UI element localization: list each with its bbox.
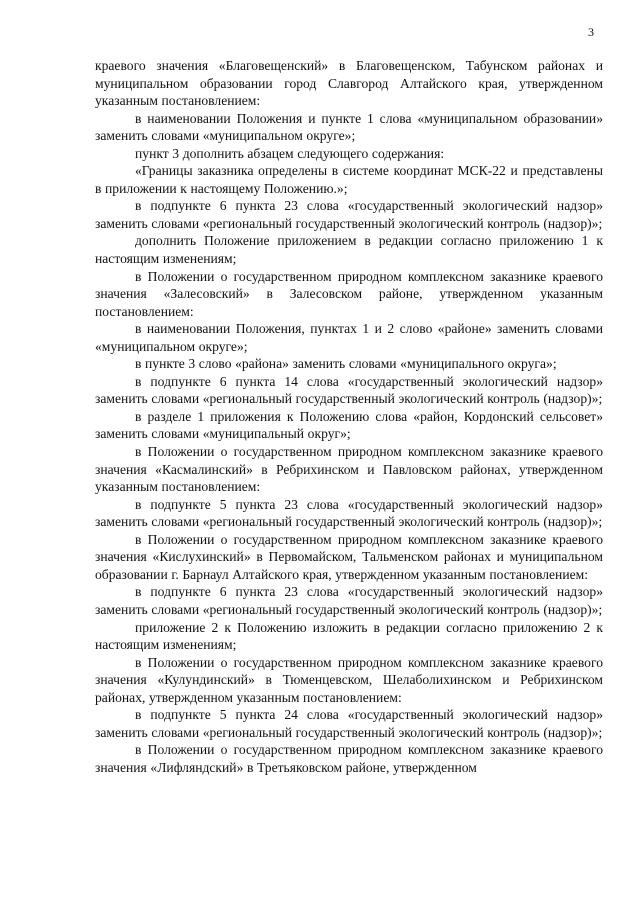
paragraph: дополнить Положение приложением в редакции согласно приложению 1 к настоящим изменениям;: [95, 233, 603, 267]
paragraph: в наименовании Положения и пункте 1 слова «муниципальном образовании» заменить словами «муниципальном округе»;: [95, 110, 603, 144]
paragraph: пункт 3 дополнить абзацем следующего содержания:: [135, 145, 445, 161]
paragraph: «Границы заказника определены в системе координат МСК-22 и представлены в приложении к настоящему Положению.»;: [95, 163, 603, 196]
paragraph: в подпункте 6 пункта 23 слова «государственный экологический надзор» заменить словами «региональный государственный экологический контроль (надзор)»;: [95, 584, 603, 617]
paragraph: в пункте 3 слово «района» заменить словами «муниципального округа»;: [135, 356, 557, 372]
paragraph: в Положении о государственном природном комплексном заказнике краевого значения «Залесовский» в Залесовском районе, утвержденном указанным постановлением:: [95, 268, 603, 319]
paragraph: в Положении о государственном природном комплексном заказнике краевого значения «Кислухинский» в Первомайском, Тальменском районах и муниципальном образовании г. Барнаул Алтайского края, утвержденном указанным постановлением:: [95, 531, 603, 582]
paragraph: в подпункте 5 пункта 24 слова «государственный экологический надзор» заменить словами «региональный государственный экологический контроль (надзор)»;: [95, 707, 603, 740]
paragraph: в подпункте 5 пункта 23 слова «государственный экологический надзор» заменить словами «региональный государственный экологический контроль (надзор)»;: [95, 496, 603, 530]
paragraph: в Положении о государственном природном комплексном заказнике краевого значения «Лифляндский» в Третьяковском районе, утвержденном: [95, 742, 603, 775]
paragraph: в Положении о государственном природном комплексном заказнике краевого значения «Касмалинский» в Ребрихинском и Павловском районах, утвержденном указанным постановлением:: [95, 444, 603, 495]
paragraph: краевого значения «Благовещенский» в Благовещенском, Табунском районах и муниципальном образовании город Славгород Алтайского края, утвержденном указанным постановлением:: [95, 58, 603, 109]
paragraph: в наименовании Положения, пунктах 1 и 2 слово «районе» заменить словами «муниципальном округе»;: [95, 321, 603, 354]
page-number: 3: [588, 25, 594, 39]
paragraph: в разделе 1 приложения к Положению слова «район, Кордонский сельсовет» заменить словами «муниципальный округ»;: [95, 408, 603, 442]
paragraph: в Положении о государственном природном комплексном заказнике краевого значения «Кулундинский» в Тюменцевском, Шелаболихинском и Ребрихинском районах, утвержденном указанным постановлением:: [95, 654, 603, 705]
document-body: [95, 57, 603, 776]
paragraph: в подпункте 6 пункта 14 слова «государственный экологический надзор» заменить словами «региональный государственный экологический контроль (надзор)»;: [95, 373, 603, 407]
paragraph: в подпункте 6 пункта 23 слова «государственный экологический надзор» заменить словами «региональный государственный экологический контроль (надзор)»;: [95, 198, 603, 231]
paragraph: приложение 2 к Положению изложить в редакции согласно приложению 2 к настоящим изменениям;: [95, 619, 603, 653]
